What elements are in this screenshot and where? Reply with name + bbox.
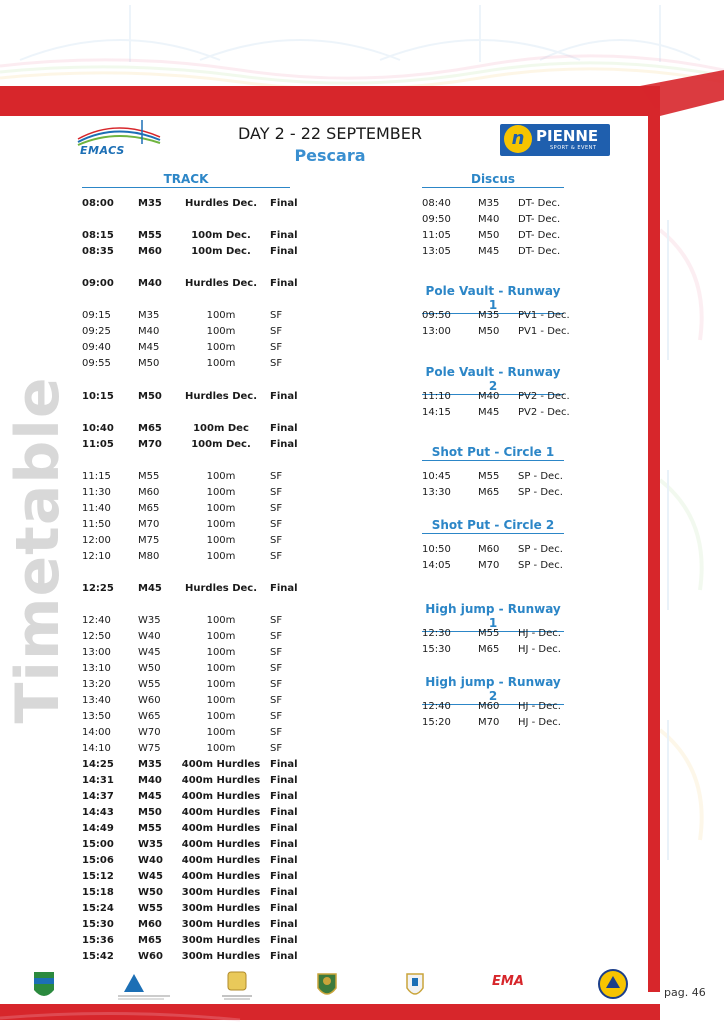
page-number: pag. 46 — [664, 986, 706, 999]
track-row — [82, 709, 297, 725]
field-cat: M55 — [478, 628, 500, 639]
field-cat: M45 — [478, 246, 500, 257]
track-cat: M55 — [138, 471, 160, 482]
field-row — [422, 244, 572, 260]
field-event: SP - Dec. — [518, 560, 563, 571]
track-time: 15:30 — [82, 919, 114, 930]
field-cat: M45 — [478, 407, 500, 418]
track-cat: W35 — [138, 615, 161, 626]
track-event: 100m — [206, 743, 236, 754]
field-cat: M70 — [478, 560, 500, 571]
field-event: DT- Dec. — [518, 230, 561, 241]
field-cat: M50 — [478, 326, 500, 337]
track-event: 400m Hurdles — [181, 791, 261, 802]
track-event: 400m Hurdles — [181, 839, 261, 850]
track-time: 10:40 — [82, 423, 114, 434]
track-time: 11:05 — [82, 439, 114, 450]
field-row — [422, 405, 572, 421]
track-cat: M55 — [138, 823, 162, 834]
track-event: 100m Dec. — [191, 246, 251, 257]
field-row — [422, 469, 572, 485]
track-cat: W50 — [138, 663, 161, 674]
track-row — [82, 741, 297, 757]
track-time: 12:10 — [82, 551, 111, 562]
track-row — [82, 501, 297, 517]
field-row — [422, 196, 572, 212]
masters-logo — [596, 968, 630, 1002]
field-cat: M60 — [478, 544, 500, 555]
track-time: 12:50 — [82, 631, 111, 642]
track-cat: M35 — [138, 198, 162, 209]
track-round: Final — [270, 887, 298, 898]
track-event: 100m — [206, 487, 236, 498]
track-row — [82, 196, 297, 212]
field-row — [422, 542, 572, 558]
track-cat: W35 — [138, 839, 163, 850]
track-row — [82, 244, 297, 260]
track-row — [82, 693, 297, 709]
field-event: SP - Dec. — [518, 471, 563, 482]
track-round: Final — [270, 935, 298, 946]
track-time: 11:40 — [82, 503, 111, 514]
track-row — [82, 949, 297, 965]
track-event: 300m Hurdles — [181, 951, 261, 962]
track-round: Final — [270, 391, 298, 402]
field-cat: M60 — [478, 701, 500, 712]
track-round: Final — [270, 871, 298, 882]
field-event: PV2 - Dec. — [518, 407, 570, 418]
track-time: 13:40 — [82, 695, 111, 706]
track-round: Final — [270, 775, 298, 786]
regione-abruzzo-logo — [30, 968, 58, 1002]
track-row — [82, 901, 297, 917]
track-cat: M75 — [138, 535, 160, 546]
field-heading: Shot Put - Circle 2 — [422, 518, 564, 534]
track-round: Final — [270, 198, 298, 209]
track-event: 100m Dec. — [191, 439, 251, 450]
track-row — [82, 324, 297, 340]
field-heading: High jump - Runway 2 — [422, 675, 564, 705]
field-time: 10:50 — [422, 544, 451, 555]
track-row — [82, 308, 297, 324]
track-cat: W55 — [138, 903, 163, 914]
track-time: 13:10 — [82, 663, 111, 674]
track-round: Final — [270, 791, 298, 802]
track-cat: M80 — [138, 551, 160, 562]
track-cat: M55 — [138, 230, 162, 241]
track-time: 09:00 — [82, 278, 114, 289]
track-round: SF — [270, 342, 283, 353]
pienne-logo: n PIENNE SPORT & EVENT — [500, 124, 610, 156]
track-round: SF — [270, 551, 283, 562]
field-heading: Pole Vault - Runway 1 — [422, 284, 564, 314]
track-event: 100m — [206, 727, 236, 738]
track-row — [82, 485, 297, 501]
track-heading: TRACK — [82, 172, 290, 188]
field-heading: High jump - Runway 1 — [422, 602, 564, 632]
field-event: PV1 - Dec. — [518, 326, 570, 337]
field-time: 10:45 — [422, 471, 451, 482]
comune-crest-logo — [398, 968, 432, 1002]
field-heading: Shot Put - Circle 1 — [422, 445, 564, 461]
field-time: 13:00 — [422, 326, 451, 337]
track-round: Final — [270, 439, 298, 450]
track-round: Final — [270, 855, 298, 866]
track-cat: M50 — [138, 391, 162, 402]
track-cat: M70 — [138, 439, 162, 450]
track-row — [82, 421, 297, 437]
track-row — [82, 885, 297, 901]
field-time: 15:20 — [422, 717, 451, 728]
track-event: Hurdles Dec. — [184, 278, 258, 289]
track-time: 15:18 — [82, 887, 114, 898]
track-event: 100m — [206, 663, 236, 674]
track-event: Hurdles Dec. — [184, 391, 258, 402]
track-row — [82, 821, 297, 837]
track-time: 13:50 — [82, 711, 111, 722]
track-round: Final — [270, 246, 298, 257]
track-cat: W70 — [138, 727, 161, 738]
track-event: 100m — [206, 711, 236, 722]
track-round: Final — [270, 230, 298, 241]
track-time: 09:25 — [82, 326, 111, 337]
track-row — [82, 533, 297, 549]
track-row — [82, 276, 297, 292]
track-time: 15:12 — [82, 871, 114, 882]
track-event: 100m Dec — [193, 423, 249, 434]
field-time: 12:30 — [422, 628, 451, 639]
track-round: SF — [270, 743, 283, 754]
track-row — [82, 228, 297, 244]
track-cat: M65 — [138, 423, 162, 434]
sponsor-logos — [20, 968, 640, 1004]
track-event: 100m — [206, 615, 236, 626]
track-cat: M35 — [138, 759, 162, 770]
field-event: HJ - Dec. — [518, 701, 561, 712]
track-round: SF — [270, 519, 283, 530]
track-row — [82, 549, 297, 565]
field-cat: M50 — [478, 230, 500, 241]
track-time: 11:30 — [82, 487, 111, 498]
track-row — [82, 869, 297, 885]
field-time: 11:05 — [422, 230, 451, 241]
track-row — [82, 356, 297, 372]
field-time: 13:05 — [422, 246, 451, 257]
track-round: SF — [270, 727, 283, 738]
track-time: 14:37 — [82, 791, 114, 802]
track-event: 100m Dec. — [191, 230, 251, 241]
field-heading: Discus — [422, 172, 564, 188]
track-time: 08:00 — [82, 198, 114, 209]
track-round: SF — [270, 711, 283, 722]
track-cat: W55 — [138, 679, 161, 690]
track-round: Final — [270, 583, 298, 594]
track-cat: W60 — [138, 695, 161, 706]
track-event: 100m — [206, 551, 236, 562]
track-round: SF — [270, 358, 283, 369]
track-row — [82, 645, 297, 661]
field-row — [422, 228, 572, 244]
track-time: 12:25 — [82, 583, 114, 594]
track-event: 100m — [206, 358, 236, 369]
track-event: 300m Hurdles — [181, 887, 261, 898]
track-event: 100m — [206, 535, 236, 546]
track-event: 100m — [206, 310, 236, 321]
track-cat: M65 — [138, 935, 162, 946]
crest-logo — [310, 968, 344, 1002]
track-row — [82, 469, 297, 485]
field-cat: M55 — [478, 471, 500, 482]
track-time: 14:31 — [82, 775, 114, 786]
field-row — [422, 308, 572, 324]
field-cat: M40 — [478, 391, 500, 402]
track-cat: M50 — [138, 807, 162, 818]
track-event: 100m — [206, 503, 236, 514]
track-time: 15:24 — [82, 903, 114, 914]
track-round: Final — [270, 951, 298, 962]
field-time: 12:40 — [422, 701, 451, 712]
track-cat: M45 — [138, 791, 162, 802]
field-time: 14:05 — [422, 560, 451, 571]
field-row — [422, 558, 572, 574]
track-cat: W75 — [138, 743, 161, 754]
track-time: 15:06 — [82, 855, 114, 866]
track-cat: W60 — [138, 951, 163, 962]
track-round: SF — [270, 695, 283, 706]
track-time: 11:15 — [82, 471, 111, 482]
track-row — [82, 629, 297, 645]
track-event: 100m — [206, 326, 236, 337]
field-cat: M40 — [478, 214, 500, 225]
field-event: HJ - Dec. — [518, 644, 561, 655]
track-row — [82, 757, 297, 773]
track-cat: M60 — [138, 487, 160, 498]
track-event: 400m Hurdles — [181, 759, 261, 770]
field-event: SP - Dec. — [518, 487, 563, 498]
track-cat: M50 — [138, 358, 160, 369]
track-round: Final — [270, 919, 298, 930]
federazione-logo — [114, 968, 174, 1002]
page-subtitle-city: Pescara — [294, 146, 366, 165]
track-event: 300m Hurdles — [181, 919, 261, 930]
track-row — [82, 773, 297, 789]
track-row — [82, 613, 297, 629]
track-round: SF — [270, 631, 283, 642]
track-round: Final — [270, 759, 298, 770]
field-cat: M70 — [478, 717, 500, 728]
field-time: 09:50 — [422, 214, 451, 225]
track-round: Final — [270, 423, 298, 434]
track-round: Final — [270, 278, 298, 289]
track-time: 14:10 — [82, 743, 111, 754]
track-event: Hurdles Dec. — [184, 198, 258, 209]
track-row — [82, 581, 297, 597]
field-time: 15:30 — [422, 644, 451, 655]
page-title: DAY 2 - 22 SEPTEMBER — [238, 124, 422, 143]
track-cat: W40 — [138, 631, 161, 642]
track-time: 13:00 — [82, 647, 111, 658]
track-round: Final — [270, 839, 298, 850]
track-row — [82, 677, 297, 693]
track-time: 15:36 — [82, 935, 114, 946]
track-event: 400m Hurdles — [181, 775, 261, 786]
track-round: Final — [270, 807, 298, 818]
field-time: 09:50 — [422, 310, 451, 321]
track-row — [82, 340, 297, 356]
pienne-n-icon: n — [504, 125, 532, 153]
track-time: 14:00 — [82, 727, 111, 738]
track-cat: M40 — [138, 326, 160, 337]
track-row — [82, 789, 297, 805]
field-cat: M35 — [478, 310, 500, 321]
track-row — [82, 917, 297, 933]
track-cat: M45 — [138, 583, 162, 594]
track-cat: W40 — [138, 855, 163, 866]
track-round: SF — [270, 663, 283, 674]
track-cat: M60 — [138, 246, 162, 257]
field-event: SP - Dec. — [518, 544, 563, 555]
track-event: Hurdles Dec. — [184, 583, 258, 594]
field-event: HJ - Dec. — [518, 717, 561, 728]
track-time: 13:20 — [82, 679, 111, 690]
track-event: 100m — [206, 471, 236, 482]
field-event: DT- Dec. — [518, 198, 561, 209]
track-time: 14:25 — [82, 759, 114, 770]
track-round: SF — [270, 647, 283, 658]
track-time: 11:50 — [82, 519, 111, 530]
field-cat: M65 — [478, 644, 500, 655]
field-event: PV2 - Dec. — [518, 391, 570, 402]
field-cat: M65 — [478, 487, 500, 498]
track-round: Final — [270, 823, 298, 834]
track-time: 09:15 — [82, 310, 111, 321]
track-event: 400m Hurdles — [181, 807, 261, 818]
track-event: 400m Hurdles — [181, 855, 261, 866]
track-time: 09:40 — [82, 342, 111, 353]
track-round: SF — [270, 310, 283, 321]
track-round: Final — [270, 903, 298, 914]
field-time: 08:40 — [422, 198, 451, 209]
track-time: 08:15 — [82, 230, 114, 241]
track-time: 10:15 — [82, 391, 114, 402]
track-event: 100m — [206, 695, 236, 706]
citta-di-pescara-logo — [220, 968, 254, 1002]
track-round: SF — [270, 535, 283, 546]
field-event: DT- Dec. — [518, 246, 561, 257]
track-row — [82, 661, 297, 677]
track-event: 300m Hurdles — [181, 903, 261, 914]
track-event: 400m Hurdles — [181, 823, 261, 834]
field-row — [422, 389, 572, 405]
track-cat: W50 — [138, 887, 163, 898]
track-time: 14:49 — [82, 823, 114, 834]
track-event: 100m — [206, 631, 236, 642]
field-time: 11:10 — [422, 391, 451, 402]
track-round: SF — [270, 471, 283, 482]
track-row — [82, 725, 297, 741]
track-row — [82, 853, 297, 869]
field-row — [422, 642, 572, 658]
track-time: 14:43 — [82, 807, 114, 818]
track-cat: M40 — [138, 775, 162, 786]
timetable-watermark: Timetable — [3, 376, 73, 724]
field-event: HJ - Dec. — [518, 628, 561, 639]
track-cat: W45 — [138, 871, 163, 882]
track-round: SF — [270, 615, 283, 626]
field-heading: Pole Vault - Runway 2 — [422, 365, 564, 395]
field-row — [422, 715, 572, 731]
track-cat: M35 — [138, 310, 160, 321]
track-cat: M60 — [138, 919, 162, 930]
track-event: 300m Hurdles — [181, 935, 261, 946]
field-row — [422, 699, 572, 715]
track-row — [82, 837, 297, 853]
track-row — [82, 389, 297, 405]
field-event: DT- Dec. — [518, 214, 561, 225]
track-event: 100m — [206, 519, 236, 530]
track-time: 12:00 — [82, 535, 111, 546]
track-cat: M40 — [138, 278, 162, 289]
track-time: 12:40 — [82, 615, 111, 626]
track-row — [82, 437, 297, 453]
track-cat: M65 — [138, 503, 160, 514]
ema-logo: EMA — [492, 974, 524, 989]
field-row — [422, 626, 572, 642]
track-event: 100m — [206, 342, 236, 353]
track-row — [82, 517, 297, 533]
field-row — [422, 324, 572, 340]
field-row — [422, 212, 572, 228]
track-time: 15:42 — [82, 951, 114, 962]
track-event: 400m Hurdles — [181, 871, 261, 882]
field-row — [422, 485, 572, 501]
field-time: 14:15 — [422, 407, 451, 418]
track-cat: W65 — [138, 711, 161, 722]
track-round: SF — [270, 503, 283, 514]
track-time: 08:35 — [82, 246, 114, 257]
track-row — [82, 933, 297, 949]
track-time: 15:00 — [82, 839, 114, 850]
track-round: SF — [270, 679, 283, 690]
emacs-logo: EMACS — [76, 118, 162, 158]
track-event: 100m — [206, 647, 236, 658]
track-row — [82, 805, 297, 821]
track-cat: W45 — [138, 647, 161, 658]
track-time: 09:55 — [82, 358, 111, 369]
field-event: PV1 - Dec. — [518, 310, 570, 321]
track-round: SF — [270, 487, 283, 498]
field-time: 13:30 — [422, 487, 451, 498]
track-event: 100m — [206, 679, 236, 690]
track-cat: M45 — [138, 342, 160, 353]
track-cat: M70 — [138, 519, 160, 530]
track-round: SF — [270, 326, 283, 337]
field-cat: M35 — [478, 198, 500, 209]
